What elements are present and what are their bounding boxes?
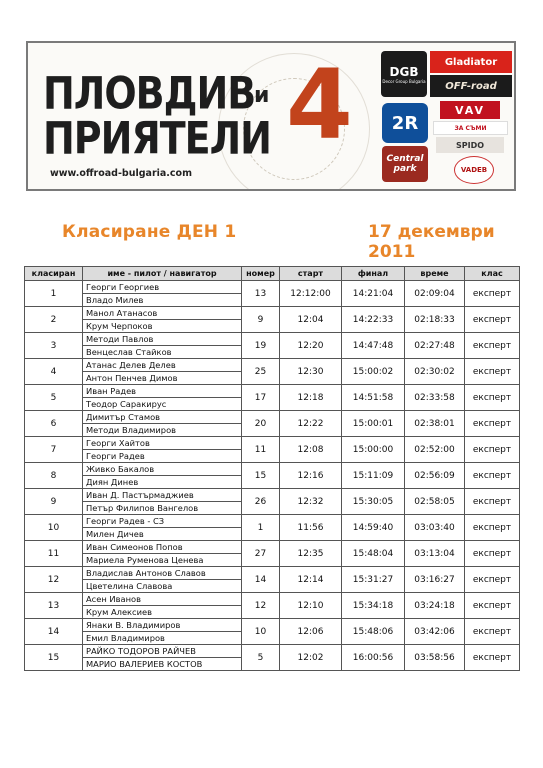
event-banner [26, 41, 516, 191]
pilot-cell: Владислав Антонов Славов [83, 567, 242, 580]
pilot-cell: Живко Бакалов [83, 463, 242, 476]
finish-cell: 15:31:27 [342, 567, 405, 593]
finish-cell: 14:59:40 [342, 515, 405, 541]
table-row [25, 281, 520, 294]
number-cell: 15 [242, 463, 280, 489]
number-cell: 26 [242, 489, 280, 515]
pilot-cell: Иван Д. Пастърмаджиев [83, 489, 242, 502]
navigator-cell: Петър Филипов Вангелов [83, 502, 242, 515]
time-cell: 02:27:48 [405, 333, 465, 359]
number-cell: 12 [242, 593, 280, 619]
pilot-cell: Георги Хайтов [83, 437, 242, 450]
place-cell: 2 [25, 307, 83, 333]
table-row [25, 463, 520, 476]
class-cell: експерт [465, 385, 520, 411]
class-cell: експерт [465, 333, 520, 359]
number-cell: 17 [242, 385, 280, 411]
pilot-cell: Атанас Делев Делев [83, 359, 242, 372]
place-cell: 12 [25, 567, 83, 593]
number-cell: 5 [242, 645, 280, 671]
time-cell: 02:33:58 [405, 385, 465, 411]
navigator-cell: Теодор Саракирус [83, 398, 242, 411]
navigator-cell: Георги Радев [83, 450, 242, 463]
banner-number: 4 [286, 49, 353, 161]
pilot-cell: Янаки В. Владимиров [83, 619, 242, 632]
start-cell: 12:20 [280, 333, 342, 359]
time-cell: 02:52:00 [405, 437, 465, 463]
class-cell: експерт [465, 541, 520, 567]
col-header-start: старт [280, 267, 342, 281]
finish-cell: 15:48:04 [342, 541, 405, 567]
time-cell: 03:24:18 [405, 593, 465, 619]
place-cell: 6 [25, 411, 83, 437]
place-cell: 11 [25, 541, 83, 567]
number-cell: 1 [242, 515, 280, 541]
finish-cell: 14:51:58 [342, 385, 405, 411]
table-row [25, 515, 520, 528]
class-cell: експерт [465, 567, 520, 593]
class-cell: експерт [465, 437, 520, 463]
start-cell: 12:10 [280, 593, 342, 619]
place-cell: 10 [25, 515, 83, 541]
navigator-cell: Владо Милев [83, 294, 242, 307]
time-cell: 02:09:04 [405, 281, 465, 307]
table-row [25, 385, 520, 398]
class-cell: експерт [465, 281, 520, 307]
pilot-cell: Димитър Стамов [83, 411, 242, 424]
finish-cell: 15:00:00 [342, 437, 405, 463]
table-row [25, 437, 520, 450]
dgb-logo-subtitle: Decor Group Bulgaria [382, 78, 426, 84]
col-header-name: име - пилот / навигатор [83, 267, 242, 281]
class-cell: експерт [465, 593, 520, 619]
navigator-cell: Венцеслав Стайков [83, 346, 242, 359]
start-cell: 12:16 [280, 463, 342, 489]
table-row [25, 541, 520, 554]
number-cell: 25 [242, 359, 280, 385]
pilot-cell: Иван Симеонов Попов [83, 541, 242, 554]
table-row [25, 645, 520, 658]
navigator-cell: Цветелина Славова [83, 580, 242, 593]
navigator-cell: Диян Динев [83, 476, 242, 489]
time-cell: 02:38:01 [405, 411, 465, 437]
navigator-cell: Милен Дичев [83, 528, 242, 541]
time-cell: 02:56:09 [405, 463, 465, 489]
col-header-number: номер [242, 267, 280, 281]
class-cell: експерт [465, 645, 520, 671]
number-cell: 27 [242, 541, 280, 567]
navigator-cell: Антон Пенчев Димов [83, 372, 242, 385]
finish-cell: 15:00:02 [342, 359, 405, 385]
event-date-heading: 17 декември 2011 [368, 222, 495, 262]
gladiator-logo: Gladiator [430, 51, 512, 73]
table-header-row [25, 267, 520, 281]
class-cell: експерт [465, 359, 520, 385]
time-cell: 03:13:04 [405, 541, 465, 567]
central-park-logo: Central park [382, 146, 428, 182]
time-cell: 03:16:27 [405, 567, 465, 593]
navigator-cell: Крум Черпоков [83, 320, 242, 333]
start-cell: 12:02 [280, 645, 342, 671]
start-cell: 12:14 [280, 567, 342, 593]
number-cell: 20 [242, 411, 280, 437]
dgb-logo-text: DGB [389, 64, 419, 79]
class-cell: експерт [465, 307, 520, 333]
table-row [25, 489, 520, 502]
class-cell: експерт [465, 515, 520, 541]
col-header-time: време [405, 267, 465, 281]
vadeb-logo: VADEB [454, 156, 494, 184]
class-cell: експерт [465, 411, 520, 437]
navigator-cell: Емил Владимиров [83, 632, 242, 645]
finish-cell: 14:22:33 [342, 307, 405, 333]
start-cell: 11:56 [280, 515, 342, 541]
time-cell: 03:58:56 [405, 645, 465, 671]
place-cell: 13 [25, 593, 83, 619]
number-cell: 9 [242, 307, 280, 333]
place-cell: 4 [25, 359, 83, 385]
banner-title-and: и [254, 83, 270, 108]
table-row [25, 333, 520, 346]
finish-cell: 15:30:05 [342, 489, 405, 515]
place-cell: 14 [25, 619, 83, 645]
col-header-class: клас [465, 267, 520, 281]
start-cell: 12:32 [280, 489, 342, 515]
navigator-cell: МАРИО ВАЛЕРИЕВ КОСТОВ [83, 658, 242, 671]
number-cell: 10 [242, 619, 280, 645]
place-cell: 3 [25, 333, 83, 359]
pilot-cell: Георги Радев - СЗ [83, 515, 242, 528]
finish-cell: 16:00:56 [342, 645, 405, 671]
col-header-place: класиран [25, 267, 83, 281]
table-row [25, 593, 520, 606]
pilot-cell: Манол Атанасов [83, 307, 242, 320]
pilot-cell: Методи Павлов [83, 333, 242, 346]
navigator-cell: Мариела Руменова Ценева [83, 554, 242, 567]
banner-title-line2: ПРИЯТЕЛИ [43, 112, 271, 164]
class-cell: експерт [465, 489, 520, 515]
table-row [25, 411, 520, 424]
number-cell: 13 [242, 281, 280, 307]
col-header-finish: финал [342, 267, 405, 281]
time-cell: 02:18:33 [405, 307, 465, 333]
navigator-cell: Методи Владимиров [83, 424, 242, 437]
dgb-logo [381, 51, 427, 97]
table-row [25, 619, 520, 632]
results-table [24, 266, 520, 671]
banner-title-line1: ПЛОВДИВ [43, 67, 256, 119]
class-cell: експерт [465, 463, 520, 489]
start-cell: 12:35 [280, 541, 342, 567]
table-row [25, 307, 520, 320]
pilot-cell: Иван Радев [83, 385, 242, 398]
finish-cell: 15:11:09 [342, 463, 405, 489]
pilot-cell: Асен Иванов [83, 593, 242, 606]
standings-day-heading: Класиране ДЕН 1 [62, 222, 237, 242]
time-cell: 02:58:05 [405, 489, 465, 515]
start-cell: 12:06 [280, 619, 342, 645]
start-cell: 12:30 [280, 359, 342, 385]
finish-cell: 15:00:01 [342, 411, 405, 437]
start-cell: 12:18 [280, 385, 342, 411]
table-row [25, 359, 520, 372]
finish-cell: 15:48:06 [342, 619, 405, 645]
table-row [25, 567, 520, 580]
pilot-cell: Георги Георгиев [83, 281, 242, 294]
spido-logo: SPIDO [436, 137, 504, 153]
banner-url: www.offroad-bulgaria.com [50, 168, 192, 179]
time-cell: 02:30:02 [405, 359, 465, 385]
place-cell: 9 [25, 489, 83, 515]
number-cell: 19 [242, 333, 280, 359]
finish-cell: 15:34:18 [342, 593, 405, 619]
finish-cell: 14:21:04 [342, 281, 405, 307]
class-cell: експерт [465, 619, 520, 645]
finish-cell: 14:47:48 [342, 333, 405, 359]
number-cell: 11 [242, 437, 280, 463]
start-cell: 12:12:00 [280, 281, 342, 307]
zasam-logo: ЗА СЪМИ [433, 121, 508, 135]
start-cell: 12:08 [280, 437, 342, 463]
2r-logo: 2R [382, 103, 428, 143]
vav-logo: VAV [440, 101, 500, 119]
navigator-cell: Крум Алексиев [83, 606, 242, 619]
place-cell: 15 [25, 645, 83, 671]
start-cell: 12:22 [280, 411, 342, 437]
place-cell: 1 [25, 281, 83, 307]
offroad-logo: OFF-road [430, 75, 512, 97]
time-cell: 03:03:40 [405, 515, 465, 541]
place-cell: 8 [25, 463, 83, 489]
time-cell: 03:42:06 [405, 619, 465, 645]
place-cell: 5 [25, 385, 83, 411]
number-cell: 14 [242, 567, 280, 593]
start-cell: 12:04 [280, 307, 342, 333]
place-cell: 7 [25, 437, 83, 463]
pilot-cell: РАЙКО ТОДОРОВ РАЙЧЕВ [83, 645, 242, 658]
